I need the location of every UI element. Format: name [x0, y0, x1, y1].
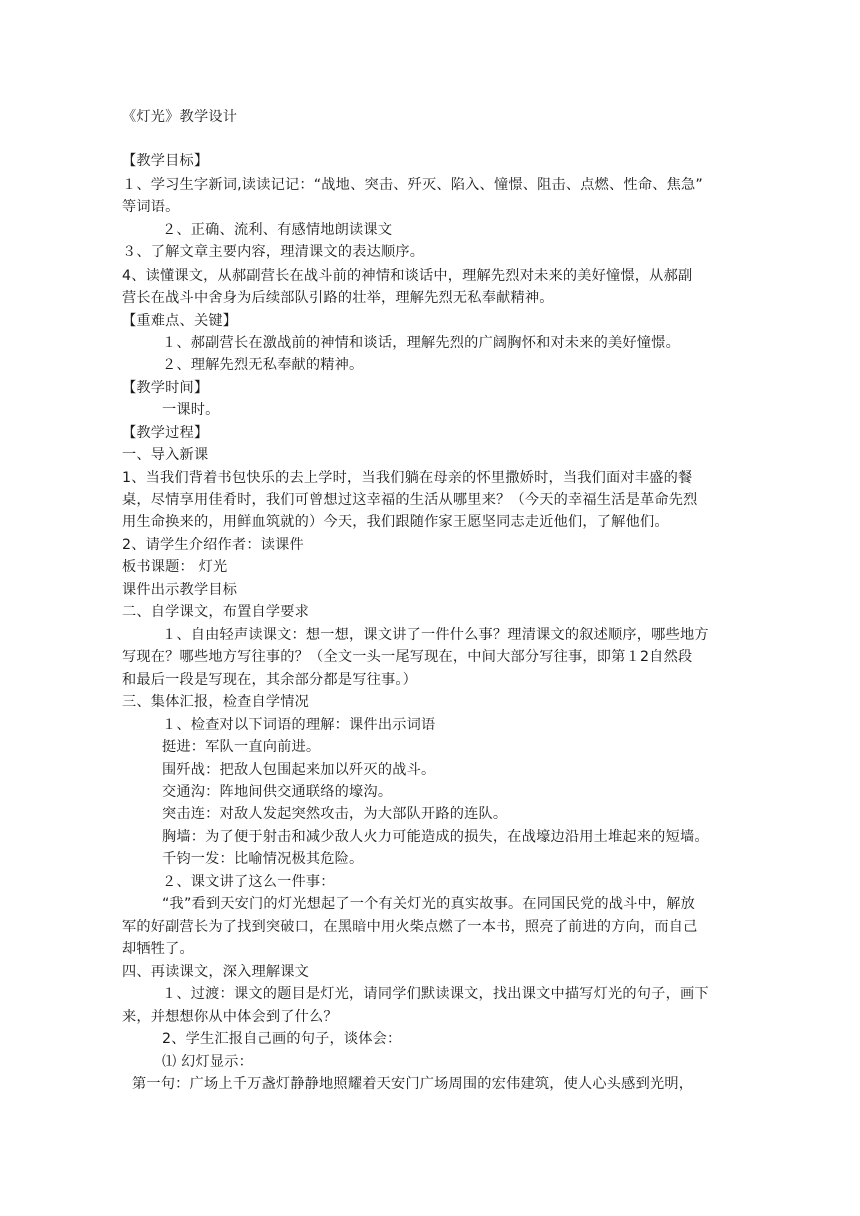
text-line: 等词语。 — [122, 199, 180, 215]
text-line: １、学习生字新词,读读记记：“战地、突击、歼灭、陷入、憧憬、阻击、点燃、性命、焦急” — [122, 177, 703, 193]
text-line: １、自由轻声读课文：想一想，课文讲了一件什么事？理清课文的叙述顺序，哪些地方 — [162, 627, 709, 643]
text-line: 围歼战：把敌人包围起来加以歼灭的战斗。 — [162, 762, 436, 778]
text-line: ⑴ 幻灯显示： — [162, 1054, 254, 1070]
text-line: 2、请学生介绍作者：读课件 — [122, 537, 304, 553]
text-line: 三、集体汇报，检查自学情况 — [122, 694, 310, 710]
text-line: 营长在战斗中舍身为后续部队引路的壮举，理解先烈无私奉献精神。 — [122, 290, 554, 306]
text-line: 四、再读课文，深入理解课文 — [122, 964, 310, 980]
text-line: 桌，尽情享用佳肴时，我们可曾想过这幸福的生活从哪里来？（今天的幸福生活是革命先烈 — [122, 492, 698, 508]
text-line: 千钧一发：比喻情况极其危险。 — [162, 851, 364, 867]
text-line: 来，并想想你从中体会到了什么？ — [122, 1009, 338, 1025]
text-line: ２、理解先烈无私奉献的精神。 — [162, 357, 364, 373]
section-heading: 【重难点、关键】 — [122, 313, 238, 329]
text-line: 挺进：军队一直向前进。 — [162, 739, 321, 755]
text-line: １、郝副营长在激战前的神情和谈话，理解先烈的广阔胸怀和对未来的美好憧憬。 — [162, 335, 680, 351]
text-line: 却牺牲了。 — [122, 941, 194, 957]
text-line: １、过渡：课文的题目是灯光，请同学们默读课文，找出课文中描写灯光的句子，画下 — [162, 986, 709, 1002]
text-line: ２、课文讲了这么一件事： — [162, 874, 335, 890]
text-line: 4、读懂课文，从郝副营长在战斗前的神情和谈话中，理解先烈对未来的美好憧憬，从郝副 — [122, 268, 693, 284]
text-line: 第一句：广场上千万盏灯静静地照耀着天安门广场周围的宏伟建筑，使人心头感到光明， — [132, 1076, 694, 1092]
text-line: 一课时。 — [162, 402, 220, 418]
text-line: 军的好副营长为了找到突破口，在黑暗中用火柴点燃了一本书，照亮了前进的方向，而自己 — [122, 919, 698, 935]
text-line: 突击连：对敌人发起突然攻击，为大部队开路的连队。 — [162, 806, 508, 822]
text-line: １、检查对以下词语的理解：课件出示词语 — [162, 717, 436, 733]
text-line: 1、当我们背着书包快乐的去上学时，当我们躺在母亲的怀里撒娇时，当我们面对丰盛的餐 — [122, 470, 693, 486]
text-line: 用生命换来的，用鲜血筑就的）今天，我们跟随作家王愿坚同志走近他们，了解他们。 — [122, 514, 669, 530]
section-heading: 【教学过程】 — [122, 425, 209, 441]
text-line: “我”看到天安门的灯光想起了一个有关灯光的真实故事。在同国民党的战斗中，解放 — [162, 896, 696, 912]
text-line: ２、正确、流利、有感情地朗读课文 — [162, 222, 393, 238]
text-line: ３、了解文章主要内容，理清课文的表达顺序。 — [122, 244, 425, 260]
text-line: 板书课题： 灯光 — [122, 559, 228, 575]
text-line: 写现在？哪些地方写往事的？（全文一头一尾写现在，中间大部分写往事，即第１2自然段 — [122, 649, 693, 665]
text-line: 胸墙：为了便于射击和减少敌人火力可能造成的损失，在战壕边沿用土堆起来的短墙。 — [162, 829, 709, 845]
text-line: 课件出示教学目标 — [122, 582, 238, 598]
section-heading: 【教学时间】 — [122, 380, 209, 396]
text-line: 和最后一段是写现在，其余部分都是写往事。） — [122, 672, 418, 688]
section-heading: 【教学目标】 — [122, 153, 209, 169]
text-line: 一、导入新课 — [122, 447, 209, 463]
text-line: 交通沟：阵地间供交通联络的壕沟。 — [162, 784, 393, 800]
text-line: 2、学生汇报自己画的句子，谈体会： — [162, 1031, 402, 1047]
text-line: 二、自学课文，布置自学要求 — [122, 604, 310, 620]
document-title: 《灯光》教学设计 — [122, 109, 238, 125]
